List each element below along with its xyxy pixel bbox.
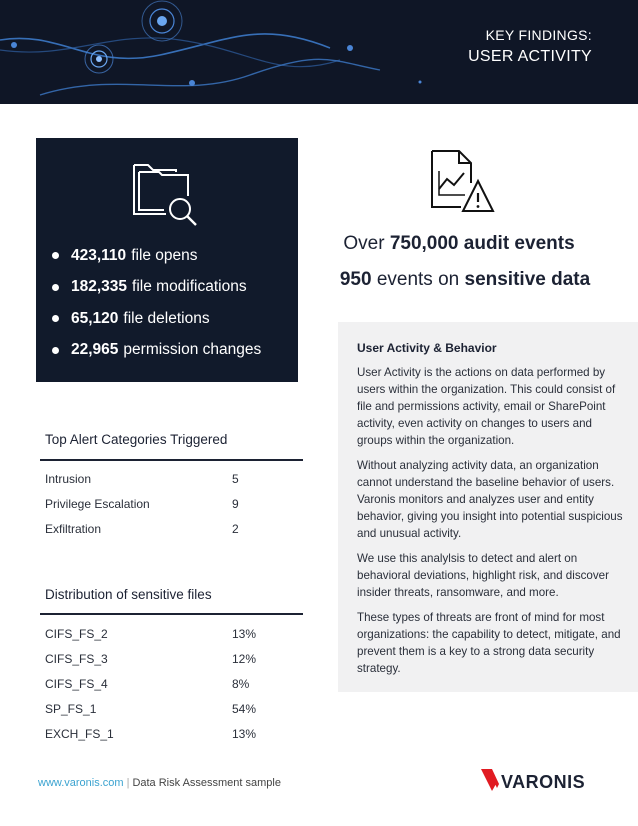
distribution-table-title: Distribution of sensitive files bbox=[45, 587, 212, 602]
sensitive-events-summary: 950 events on sensitive data bbox=[339, 269, 591, 290]
footer-text: Data Risk Assessment sample bbox=[132, 777, 281, 789]
file-activity-stats-box bbox=[36, 138, 298, 382]
table-row: Exfiltration 2 bbox=[45, 522, 239, 536]
table-row: CIFS_FS_4 8% bbox=[45, 677, 250, 691]
website-link[interactable]: www.varonis.com bbox=[38, 777, 124, 789]
table-row: SP_FS_1 54% bbox=[45, 702, 257, 716]
header-banner bbox=[0, 0, 638, 104]
stat-item: 182,335 file modifications bbox=[52, 272, 261, 304]
svg-text:VARONIS: VARONIS bbox=[501, 772, 586, 792]
footer: www.varonis.com | Data Risk Assessment sample bbox=[38, 777, 281, 789]
info-paragraph: Without analyzing activity data, an organization cannot understand the baseline behavior of users. Varonis monitors and analyzes user and entity behavior, giving you insight into potential suspicious and unusual activity. bbox=[357, 459, 623, 540]
document-chart-warning-icon bbox=[429, 149, 497, 217]
header-kicker: KEY FINDINGS: bbox=[485, 27, 592, 43]
stat-item: 22,965 permission changes bbox=[52, 335, 261, 367]
alerts-table-rule bbox=[40, 459, 303, 461]
user-activity-info-panel bbox=[338, 322, 638, 692]
info-paragraph: These types of threats are front of mind for most organizations: the capability to detect, mitigate, and prevent them is a key to a strong data security strategy. bbox=[357, 611, 621, 675]
table-row: Privilege Escalation 9 bbox=[45, 497, 239, 511]
alerts-table-title: Top Alert Categories Triggered bbox=[45, 432, 228, 447]
folder-search-icon bbox=[132, 160, 200, 228]
table-row: CIFS_FS_3 12% bbox=[45, 652, 257, 666]
header-title: USER ACTIVITY bbox=[468, 48, 592, 65]
stats-list bbox=[52, 240, 261, 366]
table-row: CIFS_FS_2 13% bbox=[45, 627, 257, 641]
distribution-table-rule bbox=[40, 613, 303, 615]
stat-item: 423,110 file opens bbox=[52, 240, 261, 272]
varonis-logo bbox=[480, 767, 604, 793]
info-paragraph: User Activity is the actions on data performed by users within the organization. This could consist of file and permissions activity, email or SharePoint activity, even activity on changes to users and groups within the organization. bbox=[357, 366, 616, 447]
audit-events-summary: Over 750,000 audit events bbox=[343, 233, 575, 254]
table-row: Intrusion 5 bbox=[45, 472, 239, 486]
table-row: EXCH_FS_1 13% bbox=[45, 727, 257, 741]
info-heading: User Activity & Behavior bbox=[357, 341, 497, 355]
info-paragraph: We use this analylsis to detect and alert on behavioral deviations, highlight risk, and discover insider threats, ransomware, and more. bbox=[357, 552, 609, 599]
stat-item: 65,120 file deletions bbox=[52, 303, 261, 335]
